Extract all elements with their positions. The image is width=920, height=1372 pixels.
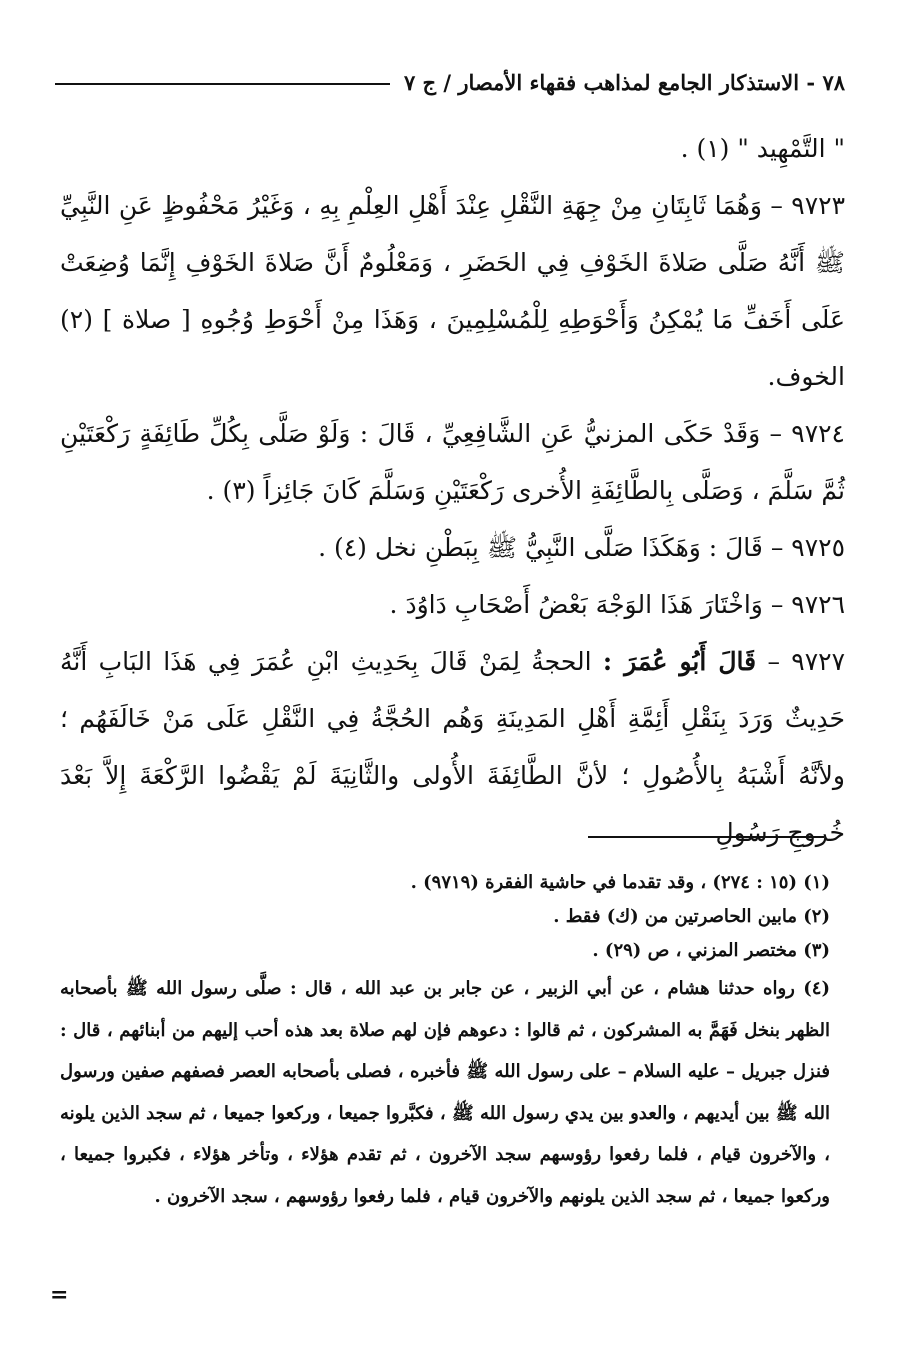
- paragraph-text: الحجةُ لِمَنْ قَالَ بِحَدِيثِ ابْنِ عُمَرَ فِي هَذَا البَابِ أَنَّهُ حَدِيثٌ وَرَدَ بِنَقْلِ أَئِمَّةِ أَهْلِ المَدِينَةِ وَهُم الحُجَّةُ فِي النَّقْلِ عَلَى مَنْ خَالَفَهُم ؛ ولأنَّهُ أَشْبَهُ بِالأُصُولِ ؛ لأنَّ الطَّائِفَةَ الأُولى والثَّانِيَةَ لَمْ يَقْضُوا الرَّكْعَةَ إِلاَّ بَعْدَ خُروجِ رَسُولِ: [60, 647, 845, 847]
- speaker-lead: قَالَ أَبُو عُمَرَ :: [602, 647, 757, 676]
- paragraph-9726: [60, 576, 845, 633]
- footnote-4: (٤) رواه حدثنا هشام ، عن أبي الزبير ، عن جابر بن عبد الله ، قال : صلَّى رسول الله ﷺ بأصحابه الظهر بنخل فَهَمَّ به المشركون ، ثم قالوا : دعوهم فإن لهم صلاة بعد هذه أحب إليهم من أبنائهم ، قال : فنزل جبريل – عليه السلام – على رسول الله ﷺ فأخبره ، فصلى بأصحابه العصر فصفهم صفين ورسول الله ﷺ بين أيديهم ، والعدو بين يدي رسول الله ﷺ ، فكبَّروا جميعا ، وركعوا جميعا ، ثم سجد الذين يلونه ، والآخرون قيام ، فلما رفعوا رؤوسهم سجد الآخرون ، ثم تقدم هؤلاء ، وتأخر هؤلاء ، فكبروا جميعا ، وركعوا جميعا ، ثم سجد الذين يلونهم والآخرون قيام ، فلما رفعوا رؤوسهم ، سجد الآخرون .: [60, 978, 830, 1207]
- dash: –: [761, 191, 783, 220]
- footnote-2: (٢) مابين الحاصرتين من (ك) فقط .: [553, 906, 830, 927]
- paragraph-text: قَالَ : وَهَكَذَا صَلَّى النَّبِيُّ ﷺ بِبَطْنِ نخل (٤) .: [318, 533, 763, 562]
- paragraph-9727: [60, 633, 845, 861]
- paragraph-text: وَاخْتَارَ هَذَا الوَجْهَ بَعْضُ أَصْحَابِ دَاوُدَ .: [389, 590, 763, 619]
- paragraph-number: ٩٧٢٧: [791, 647, 846, 676]
- continuation-mark: =: [50, 1282, 69, 1308]
- footnote-3: (٣) مختصر المزني ، ص (٢٩) .: [592, 940, 830, 961]
- paragraph-text: وَقَدْ حَكَى المزنيُّ عَنِ الشَّافِعِيِّ ، قَالَ : وَلَوْ صَلَّى بِكُلِّ طَائِفَةٍ رَكْعَتَيْنِ ثُمَّ سَلَّمَ ، وَصَلَّى بِالطَّائِفَةِ الأُخرى رَكْعَتَيْنِ وَسَلَّمَ كَانَ جَائِزاً (٣) .: [60, 419, 845, 505]
- paragraph-9724: [60, 405, 845, 519]
- paragraph-text: وَهُمَا ثَابِتَانِ مِنْ جِهَةِ النَّقْلِ عِنْدَ أَهْلِ العِلْمِ بِهِ ، وَغَيْرُ مَحْفُوظٍ عَنِ النَّبِيِّ ﷺ أَنَّهُ صَلَّى صَلاةَ الخَوْفِ فِي الحَضَرِ ، وَمَعْلُومٌ أَنَّ صَلاةَ الخَوْفِ إِنَّمَا وُضِعَتْ عَلَى أَخَفِّ مَا يُمْكِنُ وَأَحْوَطِهِ لِلْمُسْلِمِينَ ، وَهَذَا مِنْ أَحْوَطِ وُجُوهِ [ صلاة ] (٢) الخوف.: [60, 191, 845, 391]
- main-text: [60, 120, 845, 861]
- dash: –: [762, 533, 784, 562]
- paragraph-number: ٩٧٢٥: [791, 533, 845, 562]
- paragraph-number: ٩٧٢٦: [791, 590, 845, 619]
- footnote-1: (١) (١٥ : ٢٧٤) ، وقد تقدما في حاشية الفقرة (٩٧١٩) .: [410, 872, 830, 893]
- intro-line: " التَّمْهِيد " (١) .: [680, 134, 845, 163]
- header-rule: [55, 83, 390, 85]
- paragraph-9725: [60, 519, 845, 576]
- paragraph-number: ٩٧٢٤: [791, 419, 845, 448]
- dash: –: [760, 419, 782, 448]
- footnotes: [60, 866, 830, 1217]
- dash: –: [762, 590, 784, 619]
- paragraph-number: ٩٧٢٣: [791, 191, 845, 220]
- footnote-separator: [588, 836, 824, 838]
- header-title: ٧٨ - الاستذكار الجامع لمذاهب فقهاء الأمصار / ج ٧: [403, 69, 845, 95]
- dash: –: [756, 647, 780, 676]
- paragraph-9723: [60, 177, 845, 405]
- running-header: [55, 62, 845, 102]
